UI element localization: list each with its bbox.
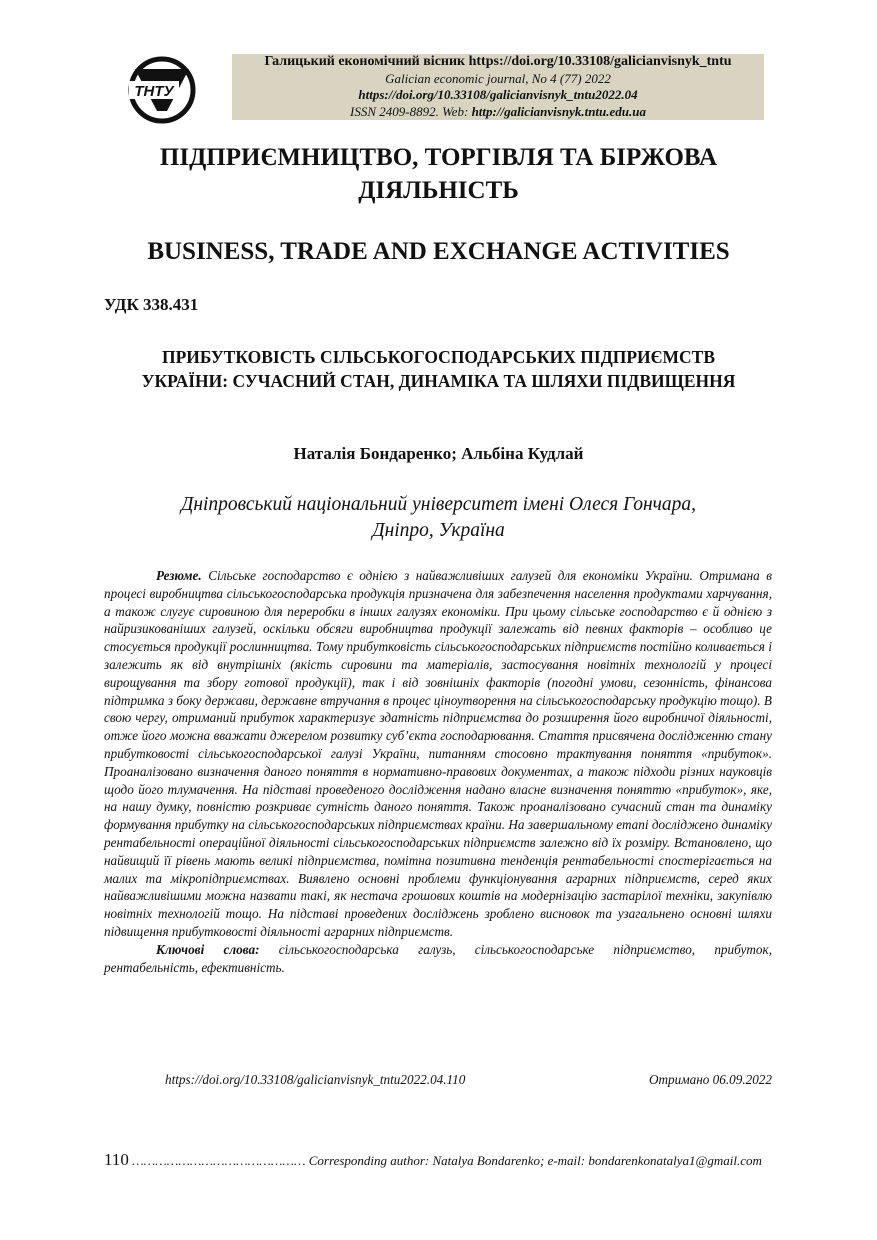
issn-line bbox=[232, 104, 764, 121]
abstract-label: Резюме. bbox=[156, 568, 202, 583]
abstract-text: Сільське господарство є однією з найважливіших галузей для економіки України. Отримана в процесі виробництва сільськогосподарська продукція призначена для забезпечення населення продуктами харчування, а також слугує сировиною для переробки в інших галузях економіки. При цьому сільське господарство є й однією з найризикованіших галузей, оскільки обсяги виробництва продукції залежать від певних факторів – особливо це стосується продукції рослинництва. Тому прибутковість сільськогосподарських підприємств постійно коливається і залежить як від внутрішніх (якість сировини та матеріалів, застосування новітніх технологій у процесі вирощування та збору готової продукції), так і від зовнішніх факторів (погодні умови, сезонність, фінансова підтримка з боку держави, державне втручання в процес ціноутворення на сільськогосподарську продукцію тощо). В свою чергу, отриманий прибуток характеризує здатність підприємства до розширення його виробничої діяльності, отже його можна вважати джерелом розвитку суб’єкта господарювання. Стаття присвячена дослідженню стану прибутковості сільськогосподарської галузі України, питанням стосовно трактування поняття «прибуток». Проаналізовано визначення даного поняття в нормативно-правових документах, а також підходи різних науковців щодо його тлумачення. На підставі проведеного дослідження надано власне визначення поняттю «прибуток», яке, на нашу думку, повністю розкриває сутність даного поняття. Також проаналізовано сучасний стан та динаміку формування прибутку на сільськогосподарських підприємствах країни. На завершальному етапі досліджено динаміку рентабельності операційної діяльності сільськогосподарських підприємств залежно від їх розміру. Встановлено, що найвищий її рівень мають великі підприємства, помітна позитивна тенденція рентабельності спостерігається на малих та мікропідприємствах. Виявлено основні проблеми функціонування аграрних підприємств, серед яких найважливішими можна назвати такі, як нестача грошових коштів на модернізацію застарілої техніки, закупівлю новітніх технологій тощо. На підставі проведених досліджень зроблено висновок та узагальнено основні шляхи підвищення прибутковості діяльності аграрних підприємств. bbox=[104, 568, 772, 939]
received-date: Отримано 06.09.2022 bbox=[648, 1072, 772, 1087]
section-title-english: BUSINESS, TRADE AND EXCHANGE ACTIVITIES bbox=[147, 238, 730, 265]
abstract-paragraph bbox=[104, 567, 772, 941]
journal-title-line: Галицький економічний вісник https://doi.org/10.33108/galicianvisnyk_tntu bbox=[264, 54, 732, 69]
keywords-paragraph bbox=[104, 941, 772, 977]
article-title: ПРИБУТКОВІСТЬ СІЛЬСЬКОГОСПОДАРСЬКИХ ПІДПРИЄМСТВ УКРАЇНИ: СУЧАСНИЙ СТАН, ДИНАМІКА ТА ШЛЯХИ ПІДВИЩЕННЯ bbox=[141, 347, 736, 391]
affiliation bbox=[100, 492, 777, 544]
affiliation-line-1: Дніпровський національний університет імені Олеся Гончара, bbox=[180, 494, 697, 515]
abstract bbox=[104, 567, 772, 976]
journal-logo bbox=[127, 55, 197, 125]
logo-text: ТНТУ bbox=[134, 83, 174, 100]
section-title-ukrainian: ПІДПРИЄМНИЦТВО, ТОРГІВЛЯ ТА БІРЖОВА ДІЯЛЬНІСТЬ bbox=[159, 144, 718, 204]
issn-text: ISSN 2409-8892. Web: bbox=[349, 103, 472, 119]
authors: Наталія Бондаренко; Альбіна Кудлай bbox=[293, 444, 584, 463]
keywords-label: Ключові слова: bbox=[156, 941, 260, 957]
udk-code: УДК 338.431 bbox=[104, 295, 199, 314]
corresponding-author: Corresponding author: Natalya Bondarenko; e-mail: bondarenkonatalya1@gmail.com bbox=[305, 1153, 762, 1168]
footer-dots: ……………………………………… bbox=[128, 1153, 306, 1168]
journal-web-link[interactable]: http://galicianvisnyk.tntu.edu.ua bbox=[471, 103, 647, 119]
tntu-logo-icon bbox=[127, 55, 197, 125]
issue-doi-line: https://doi.org/10.33108/galicianvisnyk_tntu2022.04 bbox=[358, 87, 638, 102]
page-footer bbox=[104, 1150, 772, 1170]
keywords-text: сільськогосподарська галузь, сільськогосподарське підприємство, прибуток, рентабельність, ефективність. bbox=[104, 941, 772, 975]
journal-english-line: Galician economic journal, No 4 (77) 2022 bbox=[385, 70, 611, 86]
journal-header bbox=[232, 54, 764, 120]
affiliation-line-2: Дніпро, Україна bbox=[372, 520, 505, 541]
article-doi-link[interactable]: https://doi.org/10.33108/galicianvisnyk_tntu2022.04.110 bbox=[165, 1072, 466, 1087]
page-number: 110 bbox=[104, 1150, 129, 1169]
